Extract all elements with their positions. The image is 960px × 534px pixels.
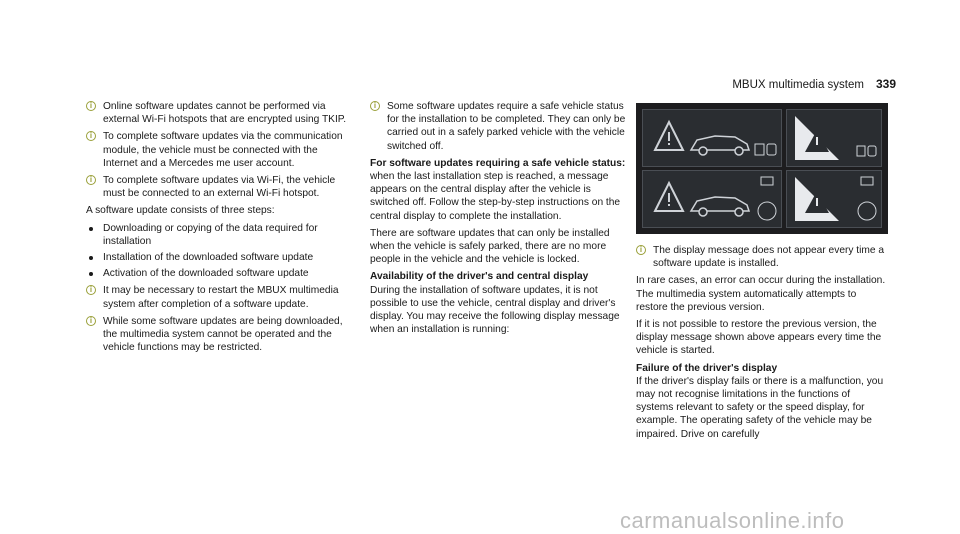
info-icon: i: [86, 175, 96, 185]
list-item: Activation of the downloaded software update: [86, 267, 354, 280]
steps-list: [86, 222, 354, 281]
info-icon: i: [86, 316, 96, 326]
central-display-panel: [786, 109, 882, 167]
display-message-figure: [636, 103, 888, 234]
note: i The display message does not appear every time a software update is installed.: [636, 244, 886, 270]
note: i To complete software updates via Wi-Fi, the vehicle must be connected to an external Wi-Fi hotspot.: [86, 174, 354, 200]
info-icon: i: [86, 285, 96, 295]
section-heading: Availability of the driver's and central display: [370, 271, 589, 283]
warning-icon: [787, 110, 881, 166]
paragraph: If it is not possible to restore the previous version, the display message shown above appears every time the vehicle is started.: [636, 319, 882, 357]
bullet-icon: [89, 272, 93, 276]
paragraph: There are software updates that can only be installed when the vehicle is safely parked, there are no more people in the vehicle and the vehicle is locked.: [370, 227, 610, 266]
section-heading: Failure of the driver's display: [636, 362, 778, 374]
bullet-icon: [89, 227, 93, 231]
driver-display-panel: [642, 170, 782, 228]
info-icon: i: [370, 101, 380, 111]
steps-intro: A software update consists of three steps:: [86, 205, 275, 217]
note: i To complete software updates via the communication module, the vehicle must be connected with the Internet and a Mercedes me user account.: [86, 130, 354, 170]
watermark: carmanualsonline.info: [620, 508, 845, 533]
car-warning-icon: [643, 110, 781, 166]
note: i It may be necessary to restart the MBUX multimedia system after completion of a software update.: [86, 284, 354, 310]
list-item: Installation of the downloaded software update: [86, 251, 354, 264]
central-display-panel: [786, 170, 882, 228]
paragraph: During the installation of software updates, it is not possible to use the vehicle, central display and driver's display. You may receive the following display message when an installation is running:: [370, 284, 620, 336]
list-item: Downloading or copying of the data required for installation: [86, 222, 354, 248]
note: i Online software updates cannot be performed via external Wi-Fi hotspots that are encrypted using TKIP.: [86, 100, 354, 126]
safe-status-heading: For software updates requiring a safe vehicle status:: [370, 157, 626, 169]
info-icon: i: [86, 101, 96, 111]
paragraph: If the driver's display fails or there is a malfunction, you may not recognise limitations in the functions of systems relevant to safety or the speed display, for example. The operating safety of the vehicle may be impaired. Drive on carefully: [636, 375, 884, 440]
safe-status-paragraph: For software updates requiring a safe vehicle status: when the last installation step is reached, a message appears on the central display after the vehicle is switched off. Follow the step-by-step instructions on the central display to complete the installation.: [370, 157, 626, 222]
warning-icon: [787, 171, 881, 227]
header-title: MBUX multimedia system: [732, 79, 864, 91]
column-1: [86, 100, 354, 358]
column-2: [370, 100, 628, 340]
car-warning-icon: [643, 171, 781, 227]
info-icon: i: [86, 131, 96, 141]
driver-display-panel: [642, 109, 782, 167]
paragraph: In rare cases, an error can occur during the installation. The multimedia system automatically attempts to restore the previous version.: [636, 275, 886, 313]
page-number: 339: [875, 77, 896, 91]
column-3: [636, 244, 886, 445]
note: i Some software updates require a safe vehicle status for the installation to be completed. They can only be carried out in a safely parked vehicle with the vehicle switched off.: [370, 100, 628, 153]
info-icon: i: [636, 245, 646, 255]
bullet-icon: [89, 256, 93, 260]
note: i While some software updates are being downloaded, the multimedia system cannot be operated and the vehicle functions may be restricted.: [86, 315, 354, 355]
page-header: [732, 77, 896, 91]
